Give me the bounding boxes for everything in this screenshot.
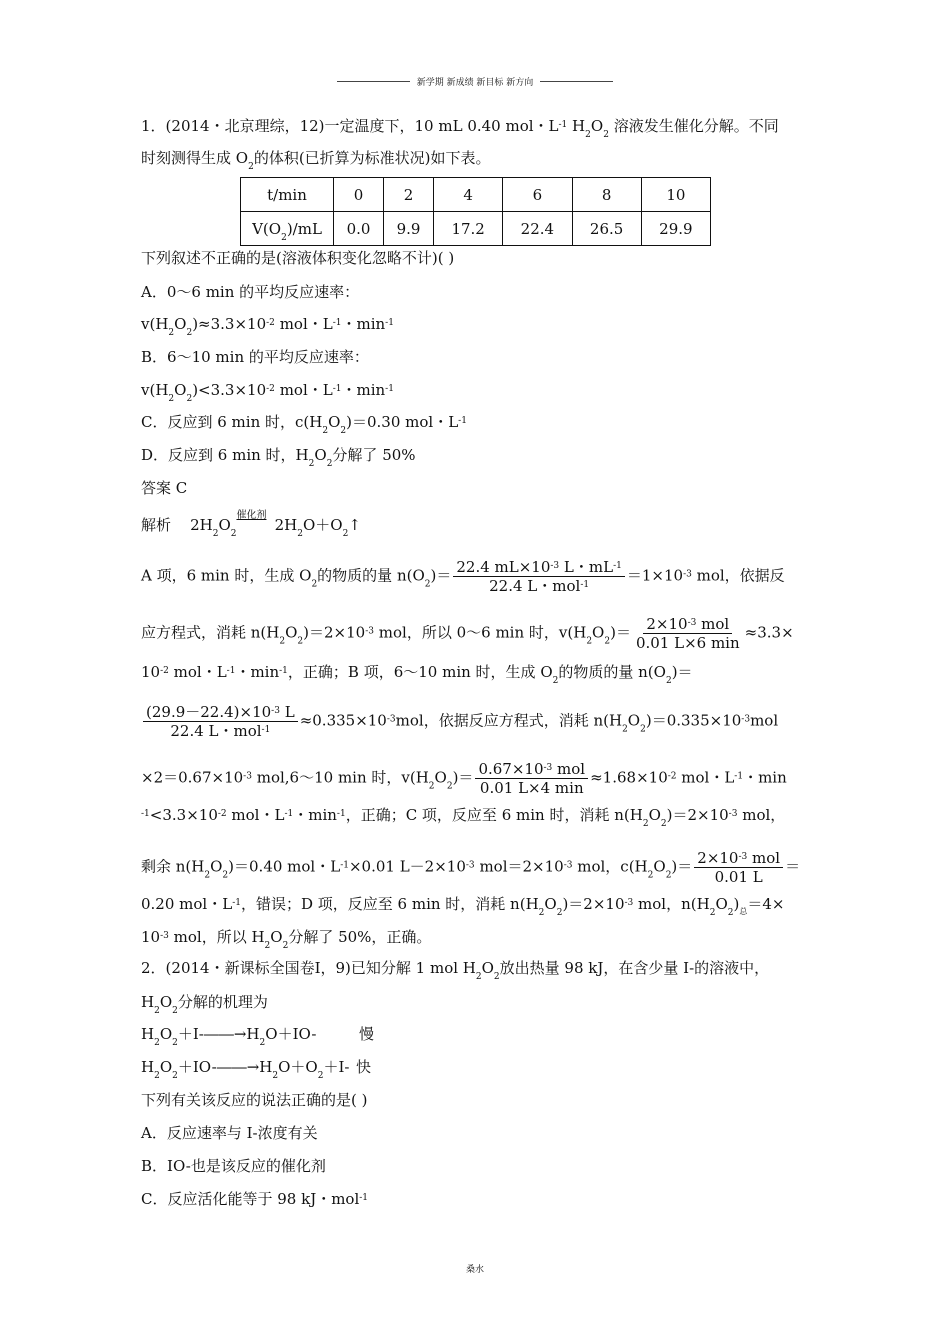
table-cell: 2 (384, 178, 434, 212)
table-row (241, 212, 711, 246)
q1-option-c: C．反应到 6 min 时，$c(H_2O_2)=0.30$ mol・$L^{-1}$ (141, 413, 467, 436)
q1-answer: 答案 C (141, 479, 188, 497)
q1-analysis-line6: $^{-1}<3.3\times 10^{-2}$ mol・$L^{-1}$・$\min^{-1}$，正确；C 项，反应至 6 min 时，消耗 $n(H_2O_2)=2\times 10^{-3}$ mol， (141, 806, 786, 829)
q2-mechanism-step2: $H_2O_2+IO-――\to H_2O+O_2+I-$ 快 (141, 1058, 372, 1081)
q1-stem-line2: 时刻测得生成 $O_2$的体积(已折算为标准状况)如下表。 (141, 149, 491, 172)
q1-option-d: D．反应到 6 min 时，$H_2O_2$分解了 50% (141, 446, 416, 469)
header-rule-left (337, 81, 410, 82)
q1-analysis-line4: $\frac{(29.9-22.4)\times 10^{-3} L}{22.4 L・mol^{-1}}$ $\approx 0.335\times 10^{-3}mol$，依据反应方程式，消耗 $n(H_2O_2)=0.335\times 10^{-3}mol$ (141, 703, 810, 740)
q2-stem-line1: 2．(2014・新课标全国卷Ⅰ，9)已知分解 1 mol $H_2O_2$放出热量 98 kJ，在含少量 I-的溶液中， (141, 959, 770, 982)
q1-analysis-line3: $10^{-2}$ mol・$L^{-1}$・$\min^{-1}$，正确；B 项，6～10 min 时，生成 $O_2$的物质的量 $n(O_2)=$ (141, 663, 693, 686)
q1-analysis-equation: 解析 $2H_2O_2$ 催化剂 $2H_2O+O_2↑$ (141, 510, 361, 539)
q1-ask: 下列叙述不正确的是(溶液体积变化忽略不计)( ) (141, 249, 455, 267)
q2-option-c: C．反应活化能等于 98 kJ・mol$^{-1}$ (141, 1190, 369, 1208)
table-cell: 26.5 (572, 212, 641, 246)
q2-step1-rate: 慢 (359, 1025, 375, 1043)
table-cell: 17.2 (434, 212, 503, 246)
q2-option-a: A．反应速率与 I-浓度有关 (141, 1124, 318, 1142)
q2-stem-line2: $H_2O_2$分解的机理为 (141, 993, 268, 1016)
page-footer: 桑水 (465, 1265, 484, 1275)
q1-analysis-line1: A 项，6 min 时，生成 $O_2$的物质的量 $n(O_2)=$ $\frac{22.4 mL\times 10^{-3} L・mL^{-1}}{22.4 L・mol^{-1}}$ $=1\times 10^{-3}$ mol，依据反 (141, 558, 785, 595)
q2-step2-rate: 快 (356, 1058, 372, 1076)
table-cell: 6 (503, 178, 572, 212)
q1-option-a-detail: $v(H_2O_2)\approx 3.3\times 10^{-2}$ mol・$L^{-1}$・$\min^{-1}$ (141, 315, 394, 338)
q1-analysis-line5: $\times 2=0.67\times 10^{-3}$ mol,6～10 min 时，$v(H_2O_2)=$ $\frac{0.67\times 10^{-3} mol}{0.01 L\times 4 \min}$ $\approx 1.68\times 10^{-2}$ mol・$L^{-1}$・min (141, 760, 787, 797)
table-cell: 8 (572, 178, 641, 212)
q1-analysis-line7: 剩余 $n(H_2O_2)=0.40$ mol・$L^{-1}\times 0.01$ $L-2\times 10^{-3}$ $mol=2\times 10^{-3}$ mol，$c(H_2O_2)=$ $\frac{2\times 10^{-3} mol}{0.01 L}$ ＝ (141, 849, 801, 886)
header-rule-right (540, 81, 613, 82)
q1-option-b-detail: $v(H_2O_2)<3.3\times 10^{-2}$ mol・$L^{-1}$・$\min^{-1}$ (141, 381, 394, 404)
table-cell: 0 (334, 178, 384, 212)
q2-option-b: B．IO-也是该反应的催化剂 (141, 1157, 326, 1175)
table-cell: $V(O_2)/mL$ (241, 212, 334, 246)
table-cell: 29.9 (641, 212, 710, 246)
q1-analysis-line2: 应方程式，消耗 $n(H_2O_2)=2\times 10^{-3}$ mol，所以 0～6 min 时，$v(H_2O_2)=$ $\frac{2\times 10^{-3} mol}{0.01 L\times 6 \min}$ ≈3.3× (141, 615, 794, 652)
q1-stem-line1: 1．(2014・北京理综，12)一定温度下，10 mL 0.40 mol・$L^{-1}$ $H_2O_2$ 溶液发生催化分解。不同 (141, 117, 779, 140)
table-cell: 22.4 (503, 212, 572, 246)
q1-option-a: A．0～6 min 的平均反应速率： (141, 283, 360, 301)
header-text: 新学期 新成绩 新目标 新方向 (416, 77, 534, 88)
table-cell: 9.9 (384, 212, 434, 246)
table-cell: 10 (641, 178, 710, 212)
q2-ask: 下列有关该反应的说法正确的是( ) (141, 1091, 368, 1109)
page-header (337, 74, 613, 88)
q2-mechanism-step1: $H_2O_2+I-――\to H_2O+IO-$ 慢 (141, 1025, 375, 1048)
q1-analysis-line9: $10^{-3}$ mol，所以 $H_2O_2$分解了 50%，正确。 (141, 928, 432, 951)
table-row (241, 178, 711, 212)
table-cell: 0.0 (334, 212, 384, 246)
q1-option-b: B．6～10 min 的平均反应速率： (141, 348, 369, 366)
table-cell: t/min (241, 178, 334, 212)
table-cell: 4 (434, 178, 503, 212)
q1-data-table (240, 177, 711, 246)
q1-analysis-line8: 0.20 mol・$L^{-1}$，错误；D 项，反应至 6 min 时，消耗 $n(H_2O_2)=2\times 10^{-3}$ mol，$n(H_2O_2)_总=4\times$ (141, 895, 785, 918)
